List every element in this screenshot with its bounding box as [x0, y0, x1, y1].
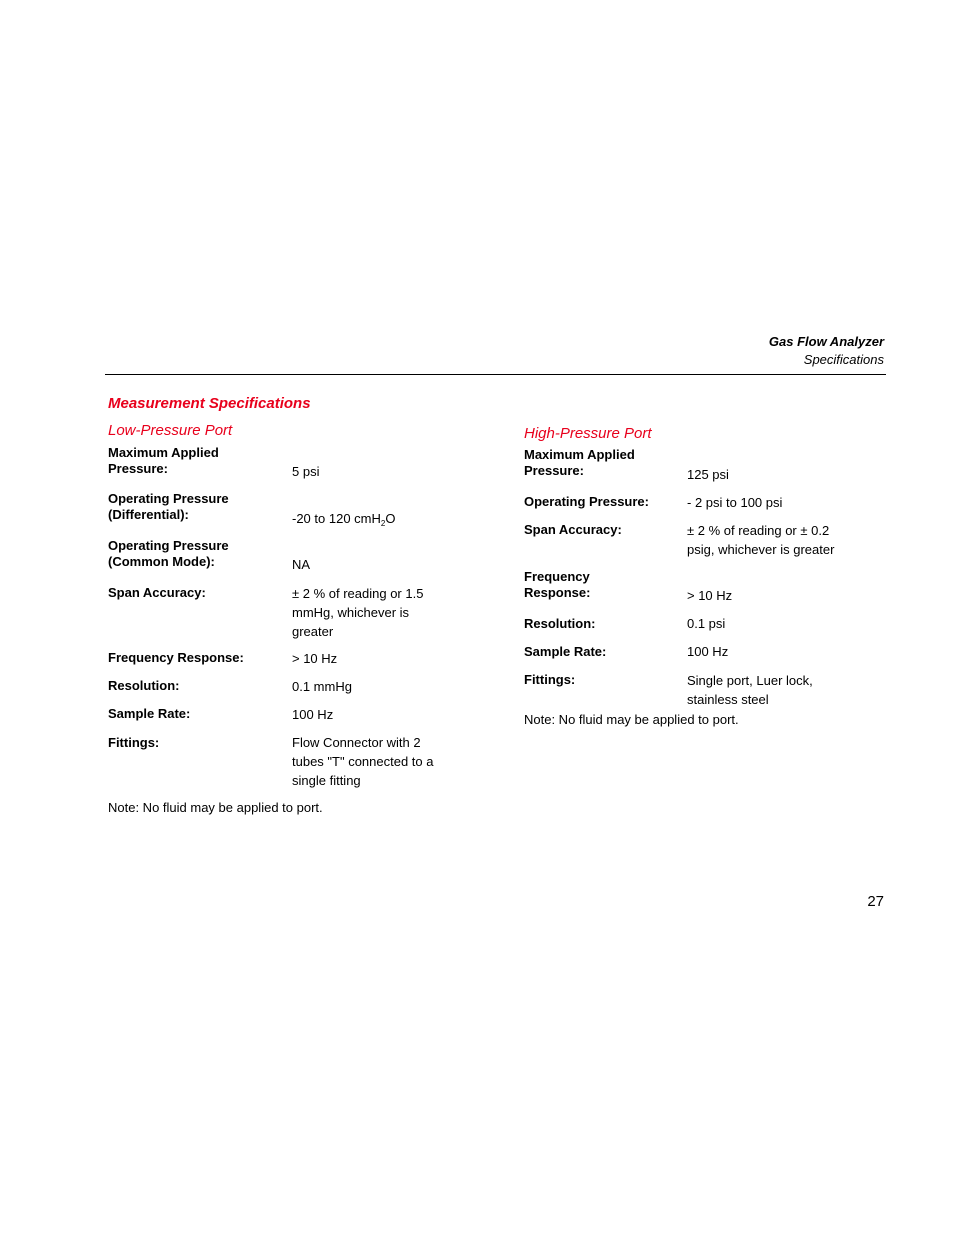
high-pressure-note: Note: No fluid may be applied to port.: [524, 712, 739, 727]
section-title: Measurement Specifications: [108, 395, 311, 412]
high-row-resolution-value: 0.1 psi: [687, 616, 726, 631]
low-row-freq-label: Frequency Response:: [108, 650, 244, 665]
high-row-fittings-label: Fittings:: [524, 672, 576, 687]
low-row-op-common-value: NA: [292, 557, 311, 572]
low-row-sample-value: 100 Hz: [292, 707, 334, 722]
low-row-op-diff-value: -20 to 120 cmH$_2$O: [292, 511, 396, 528]
low-pressure-note: Note: No fluid may be applied to port.: [108, 800, 323, 815]
low-row-fittings-value: Flow Connector with 2 tubes "T" connected to a single fitting: [292, 735, 434, 788]
low-row-span-value: ± 2 % of reading or 1.5 mmHg, whichever is greater: [292, 586, 424, 639]
high-row-max-pressure-label: Maximum Applied Pressure:: [524, 447, 635, 478]
low-row-sample-label: Sample Rate:: [108, 706, 191, 721]
high-row-max-pressure-value: 125 psi: [687, 467, 729, 482]
low-pressure-title: Low-Pressure Port: [108, 422, 233, 439]
high-row-span-label: Span Accuracy:: [524, 522, 622, 537]
high-row-span-value: ± 2 % of reading or ± 0.2 psig, whichever is greater: [687, 523, 835, 557]
high-row-fittings-value: Single port, Luer lock, stainless steel: [687, 673, 813, 707]
low-row-resolution-label: Resolution:: [108, 678, 180, 693]
high-row-resolution-label: Resolution:: [524, 616, 596, 631]
high-row-sample-label: Sample Rate:: [524, 644, 607, 659]
high-pressure-title: High-Pressure Port: [524, 425, 652, 442]
page-number: 27: [867, 893, 884, 910]
header-rule: [105, 374, 886, 375]
low-row-op-diff-label: Operating Pressure (Differential):: [108, 491, 229, 522]
low-row-max-pressure-label: Maximum Applied Pressure:: [108, 445, 219, 476]
low-row-resolution-value: 0.1 mmHg: [292, 679, 352, 694]
low-row-fittings-label: Fittings:: [108, 735, 160, 750]
low-row-max-pressure-value: 5 psi: [292, 464, 320, 479]
low-row-span-label: Span Accuracy:: [108, 585, 206, 600]
high-row-op-pressure-value: - 2 psi to 100 psi: [687, 495, 783, 510]
running-header-subtitle: Specifications: [803, 352, 884, 367]
high-row-op-pressure-label: Operating Pressure:: [524, 494, 649, 509]
running-header-title: Gas Flow Analyzer: [768, 334, 884, 349]
low-row-freq-value: > 10 Hz: [292, 651, 338, 666]
low-row-op-common-label: Operating Pressure (Common Mode):: [108, 538, 229, 569]
high-row-sample-value: 100 Hz: [687, 644, 729, 659]
high-row-freq-label: Frequency Response:: [524, 569, 591, 600]
high-row-freq-value: > 10 Hz: [687, 588, 733, 603]
